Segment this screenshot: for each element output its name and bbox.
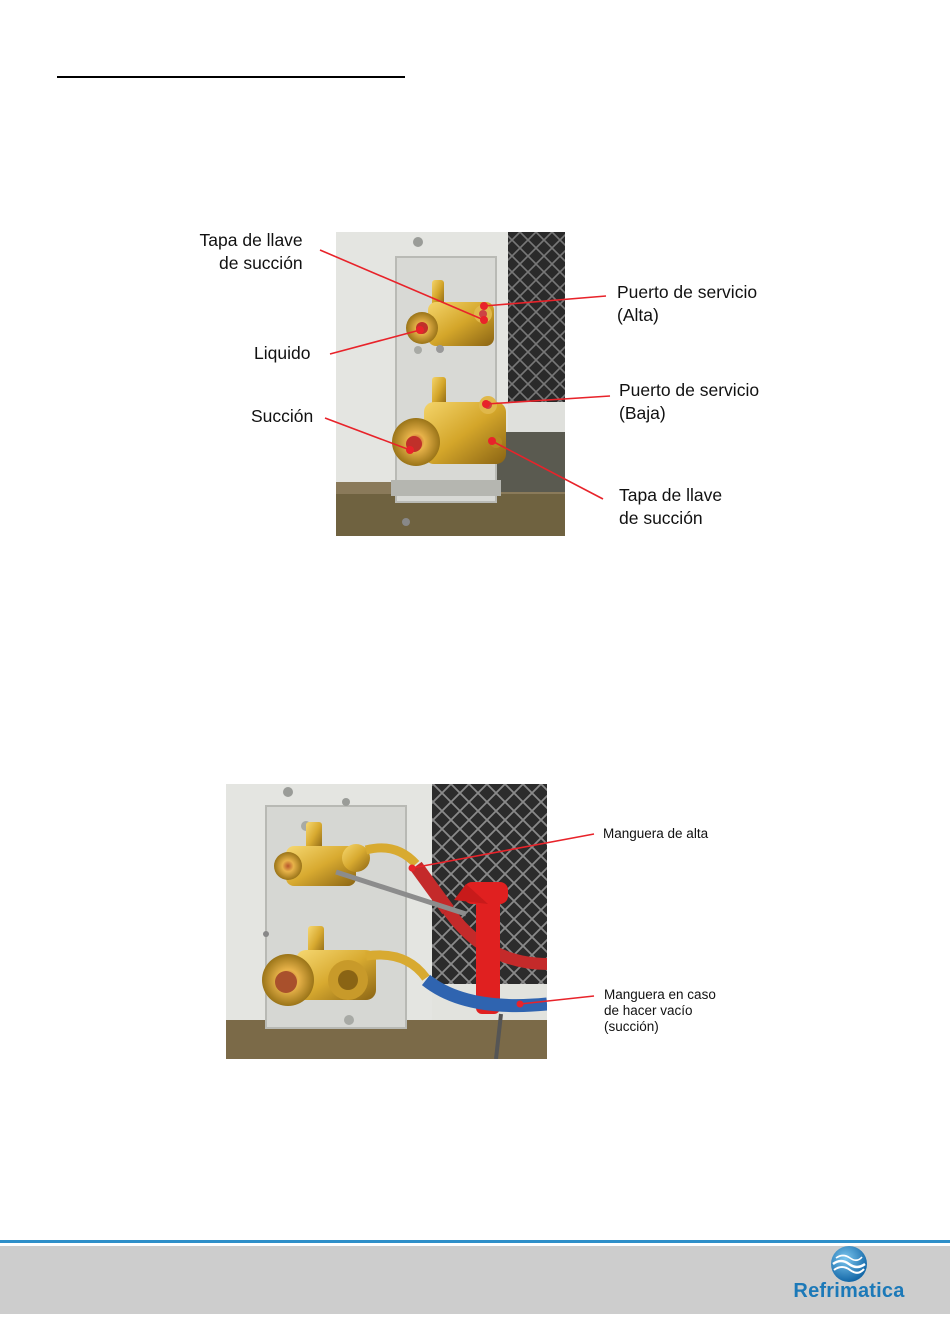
wave-globe-icon [786, 1244, 912, 1284]
label-line: Tapa de llave [199, 230, 303, 250]
label-line: Liquido [254, 343, 311, 363]
label-liquid [254, 342, 310, 365]
label-line: (Alta) [617, 305, 659, 325]
label-service-port-high [617, 281, 757, 327]
label-suction [251, 405, 313, 428]
label-line: de succión [619, 508, 703, 528]
label-line: Manguera en caso [604, 987, 716, 1002]
gauge-hoses-photo [226, 784, 547, 1059]
brand-name: Refrimatica [793, 1280, 905, 1302]
label-vacuum-hose [604, 987, 716, 1035]
refrimatica-logo [786, 1244, 912, 1306]
label-high-hose [603, 826, 708, 842]
label-line: Tapa de llave [619, 485, 723, 505]
label-line: (Baja) [619, 403, 666, 423]
label-line: Succión [251, 406, 314, 426]
label-line: Manguera de alta [603, 826, 709, 841]
label-service-port-low [619, 379, 759, 425]
label-suction-cap-bottom [619, 484, 722, 530]
label-suction-cap-top [197, 229, 303, 275]
label-line: de succión [219, 253, 303, 273]
label-line: de hacer vacío [604, 1003, 693, 1018]
label-line: (succión) [604, 1019, 659, 1034]
title-underline [57, 76, 405, 78]
label-line: Puerto de servicio [619, 380, 760, 400]
label-line: Puerto de servicio [617, 282, 758, 302]
footer-accent-line [0, 1240, 950, 1243]
service-valves-photo [336, 232, 565, 536]
